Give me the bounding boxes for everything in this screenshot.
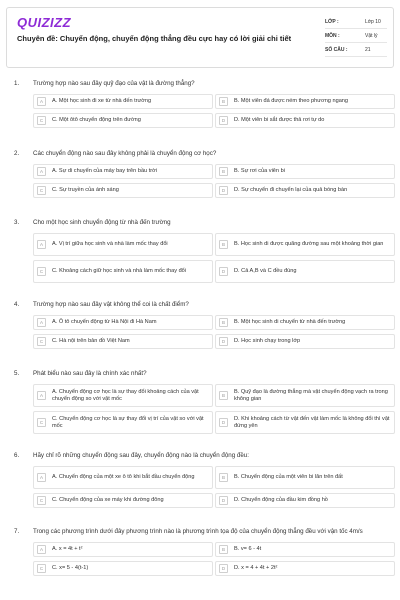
question-number: 7. [14, 528, 20, 535]
option-text: B. Sự rơi của viên bi [234, 168, 285, 174]
option-letter-badge: A [37, 318, 46, 327]
option-text: A. Một học sinh đi xe từ nhà đến trường [52, 98, 152, 104]
option-text: D. Một viên bi sắt được thả rơi tự do [234, 117, 325, 123]
answer-options [33, 94, 386, 128]
answer-option-d[interactable] [215, 183, 395, 198]
option-letter-badge: D [219, 267, 228, 276]
answer-option-c[interactable] [33, 113, 213, 128]
worksheet-meta [325, 15, 387, 57]
answer-option-c[interactable] [33, 260, 213, 283]
answer-option-c[interactable] [33, 334, 213, 349]
option-letter-badge: C [37, 496, 46, 505]
worksheet-title: Chuyên đề: Chuyển động, chuyển động thẳng đều cực hay có lời giải chi tiết [17, 34, 292, 43]
option-text: D. Sự chuyển đi chuyển lại của quả bóng bàn [234, 187, 348, 193]
answer-option-b[interactable] [215, 315, 395, 330]
question-number: 4. [14, 301, 20, 308]
question-text: Trường hợp nào sau đây vật không thể coi là chất điểm? [33, 301, 189, 308]
answer-option-b[interactable] [215, 542, 395, 557]
question-text: Trong các phương trình dưới đây phương trình nào là phương trình tọa độ của chuyển động thẳng đều với vận tốc 4m/s [33, 528, 363, 535]
answer-option-c[interactable] [33, 411, 213, 434]
option-letter-badge: C [37, 337, 46, 346]
answer-option-d[interactable] [215, 493, 395, 508]
answer-options [33, 164, 386, 198]
option-text: C. Khoảng cách giữ học sinh và nhà làm mốc thay đổi [52, 268, 187, 274]
answer-option-a[interactable] [33, 164, 213, 179]
answer-option-b[interactable] [215, 233, 395, 256]
option-text: A. Sự di chuyển của máy bay trên bầu trời [52, 168, 158, 174]
question-6 [14, 452, 386, 508]
option-letter-badge: B [219, 473, 228, 482]
answer-option-d[interactable] [215, 411, 395, 434]
option-text: C. Một ôtô chuyển động trên đường [52, 117, 141, 123]
option-text: D. Cả A,B và C đều đúng [234, 268, 297, 274]
answer-options [33, 315, 386, 349]
answer-option-d[interactable] [215, 561, 395, 576]
question-5 [14, 370, 390, 434]
answer-option-a[interactable] [33, 233, 213, 256]
option-letter-badge: A [37, 97, 46, 106]
question-2 [14, 150, 386, 198]
answer-option-d[interactable] [215, 260, 395, 283]
question-text: Cho một học sinh chuyển động từ nhà đến trường [33, 219, 171, 226]
question-3 [14, 219, 386, 283]
option-letter-badge: B [219, 97, 228, 106]
question-text: Các chuyển động nào sau đây không phải là chuyển động cơ học? [33, 150, 217, 157]
option-letter-badge: D [219, 496, 228, 505]
answer-option-b[interactable] [215, 384, 395, 407]
option-text: B. Một học sinh di chuyển từ nhà đến trường [234, 319, 346, 325]
option-text: B. v= 6 - 4t [234, 546, 262, 552]
meta-row-subject [325, 29, 387, 43]
meta-row-count [325, 43, 387, 57]
meta-value: 21 [365, 46, 371, 53]
question-number: 6. [14, 452, 20, 459]
option-letter-badge: A [37, 240, 46, 249]
question-7 [14, 528, 386, 576]
option-letter-badge: B [219, 318, 228, 327]
answer-option-a[interactable] [33, 466, 213, 489]
question-number: 2. [14, 150, 20, 157]
option-text: C. Sự truyền của ánh sáng [52, 187, 119, 193]
question-text: Phát biểu nào sau đây là chính xác nhất? [33, 370, 147, 377]
option-letter-badge: D [219, 186, 228, 195]
meta-key: MÔN : [325, 32, 340, 39]
answer-options [33, 384, 390, 434]
option-text: A. Chuyển động của một xe ô tô khi bắt đầu chuyển động [52, 474, 195, 480]
meta-key: LỚP : [325, 18, 339, 25]
answer-option-a[interactable] [33, 94, 213, 109]
question-number: 5. [14, 370, 20, 377]
option-text: D. x = 4 + 4t + 2t² [234, 565, 278, 571]
question-number: 1. [14, 80, 20, 87]
answer-options [33, 542, 386, 576]
question-4 [14, 301, 386, 349]
answer-option-c[interactable] [33, 493, 213, 508]
option-letter-badge: D [219, 418, 228, 427]
answer-option-d[interactable] [215, 113, 395, 128]
question-1 [14, 80, 386, 128]
option-letter-badge: D [219, 116, 228, 125]
quizizz-logo: QUIZIZZ [17, 15, 72, 30]
option-letter-badge: C [37, 267, 46, 276]
option-text: C. Chuyển động của xe máy khi đường đông [52, 497, 164, 503]
meta-value: Lớp 10 [365, 18, 381, 25]
option-text: B. Quỹ đạo là đường thẳng mà vật chuyển động vạch ra trong không gian [234, 388, 388, 402]
answer-option-b[interactable] [215, 164, 395, 179]
worksheet-header [6, 7, 394, 68]
answer-option-c[interactable] [33, 561, 213, 576]
answer-option-c[interactable] [33, 183, 213, 198]
answer-option-a[interactable] [33, 315, 213, 330]
meta-value: Vật lý [365, 32, 378, 39]
option-letter-badge: B [219, 167, 228, 176]
question-text: Hãy chỉ rõ những chuyển động sau đây, chuyển động nào là chuyển động đều: [33, 452, 249, 459]
option-text: D. Học sinh chạy trong lớp [234, 338, 301, 344]
option-letter-badge: B [219, 545, 228, 554]
option-letter-badge: D [219, 337, 228, 346]
answer-options [33, 466, 386, 508]
answer-option-d[interactable] [215, 334, 395, 349]
option-text: D. Khi khoảng cách từ vật đến vật làm mốc là không đổi thì vật đứng yên [234, 415, 390, 429]
option-text: C. Hà nội trên bản đồ Việt Nam [52, 338, 130, 344]
option-letter-badge: C [37, 116, 46, 125]
option-letter-badge: A [37, 545, 46, 554]
option-letter-badge: C [37, 564, 46, 573]
question-text: Trường hợp nào sau đây quỹ đạo của vật là đường thẳng? [33, 80, 195, 87]
answer-option-b[interactable] [215, 94, 395, 109]
option-letter-badge: D [219, 564, 228, 573]
answer-option-a[interactable] [33, 542, 213, 557]
option-text: B. Học sinh di được quãng đường sau một khoảng thời gian [234, 241, 384, 247]
option-text: A. Ô tô chuyển động từ Hà Nội đi Hà Nam [52, 319, 157, 325]
option-text: B. Một viên đá được ném theo phương ngang [234, 98, 349, 104]
option-letter-badge: B [219, 240, 228, 249]
option-letter-badge: C [37, 418, 46, 427]
answer-options [33, 233, 386, 283]
answer-option-b[interactable] [215, 466, 395, 489]
option-letter-badge: B [219, 391, 228, 400]
option-letter-badge: A [37, 473, 46, 482]
meta-row-class [325, 15, 387, 29]
option-letter-badge: C [37, 186, 46, 195]
option-text: D. Chuyển động của đầu kim đồng hồ [234, 497, 328, 503]
question-number: 3. [14, 219, 20, 226]
option-text: C. Chuyển động cơ học là sự thay đổi vị trí của vật so với vật mốc [52, 415, 204, 429]
option-letter-badge: A [37, 391, 46, 400]
option-text: A. Vị trí giữa học sinh và nhà làm mốc thay đổi [52, 241, 168, 247]
option-text: A. x = 4t + t² [52, 546, 83, 552]
option-text: C. x= 5 - 4(t-1) [52, 565, 89, 571]
answer-option-a[interactable] [33, 384, 213, 407]
option-text: A. Chuyển động cơ học là sự thay đổi khoảng cách của vật chuyển động so với vật mốc [52, 388, 199, 402]
meta-key: SỐ CÂU : [325, 46, 348, 53]
option-letter-badge: A [37, 167, 46, 176]
option-text: B. Chuyển động của một viên bi lăn trên đất [234, 474, 343, 480]
